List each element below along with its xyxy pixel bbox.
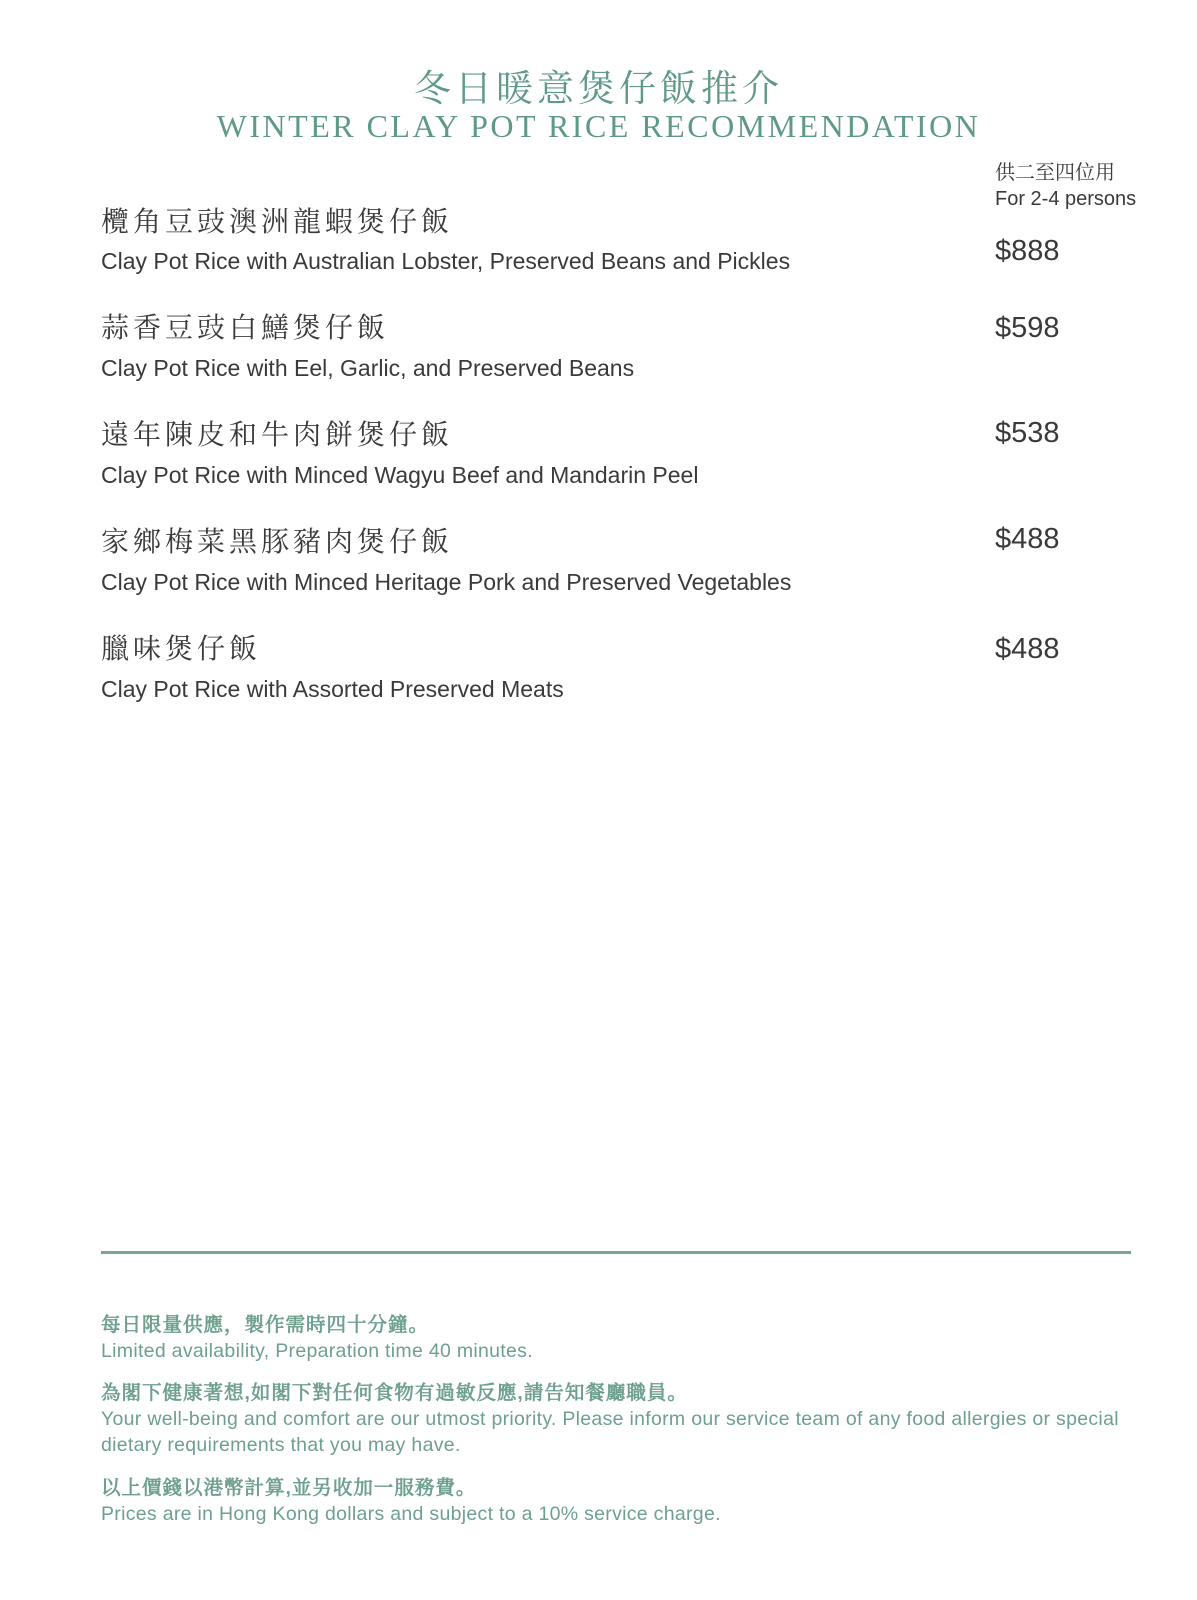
menu-item-price: $488	[995, 523, 1060, 555]
menu-item-name-zh: 臘味煲仔飯	[101, 632, 262, 665]
footer-note-zh: 為閣下健康著想,如閣下對任何食物有過敏反應,請告知餐廳職員。	[101, 1382, 688, 1404]
footer-note	[101, 1312, 1131, 1364]
footer-note	[101, 1475, 1131, 1527]
footer-note-zh: 以上價錢以港幣計算,並另收加一服務費。	[101, 1477, 477, 1499]
serving-note	[995, 160, 1136, 212]
menu-item-name-zh: 家鄉梅菜黑豚豬肉煲仔飯	[101, 525, 454, 558]
menu-item-name-en: Clay Pot Rice with Australian Lobster, Preserved Beans and Pickles	[101, 248, 791, 274]
menu-item-price: $888	[995, 235, 1060, 267]
menu-item-name-en: Clay Pot Rice with Assorted Preserved Meats	[101, 676, 564, 702]
menu-item-name-en: Clay Pot Rice with Minced Heritage Pork and Preserved Vegetables	[101, 569, 792, 595]
footer-note-zh: 每日限量供應，製作需時四十分鐘。	[101, 1314, 430, 1336]
menu-item-price: $488	[995, 633, 1060, 665]
footer-note-en: Limited availability, Preparation time 40 minutes.	[101, 1340, 533, 1362]
menu-item-price: $538	[995, 417, 1060, 449]
menu-item-name-zh: 蒜香豆豉白鱔煲仔飯	[101, 311, 390, 344]
menu-item-name-zh: 欖角豆豉澳洲龍蝦煲仔飯	[101, 205, 454, 238]
footer-note-en: Prices are in Hong Kong dollars and subject to a 10% service charge.	[101, 1503, 721, 1525]
footer-divider	[101, 1251, 1131, 1254]
menu-title-zh: 冬日暖意煲仔飯推介	[414, 67, 783, 110]
serving-note-zh: 供二至四位用	[995, 162, 1115, 184]
menu-item-name-zh: 遠年陳皮和牛肉餅煲仔飯	[101, 418, 454, 451]
serving-note-en: For 2-4 persons	[995, 188, 1137, 210]
menu-title-en: WINTER CLAY POT RICE RECOMMENDATION	[216, 108, 981, 144]
footer-note-en: Your well-being and comfort are our utmost priority. Please inform our service team of any food allergies or special dietary requirements that you may have.	[101, 1408, 1119, 1456]
menu-item-name-en: Clay Pot Rice with Minced Wagyu Beef and Mandarin Peel	[101, 462, 699, 488]
footer-note	[101, 1380, 1131, 1458]
menu-item-price: $598	[995, 312, 1060, 344]
menu-item-name-en: Clay Pot Rice with Eel, Garlic, and Preserved Beans	[101, 355, 635, 381]
